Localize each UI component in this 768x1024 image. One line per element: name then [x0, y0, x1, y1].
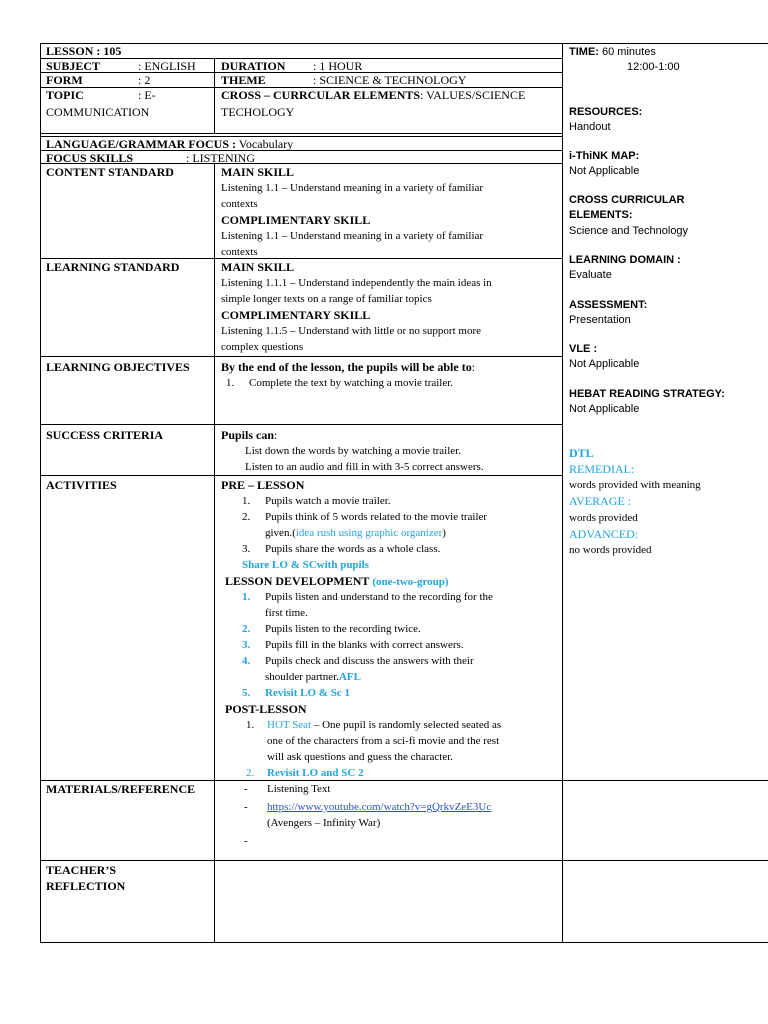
grammar-focus-row — [46, 137, 293, 151]
remedial-label: REMEDIAL: — [569, 462, 635, 476]
ithink-value: Not Applicable — [569, 165, 640, 177]
dev-item: Pupils listen to the recording twice. — [265, 623, 421, 635]
post-item-cont: will ask questions and guess the character. — [267, 751, 454, 763]
materials-dash: - — [244, 835, 248, 847]
learning-comp-line: Listening 1.1.5 – Understand with little or no support more — [221, 325, 481, 337]
pre-item-cont — [265, 526, 446, 540]
topic-value-cont: COMMUNICATION — [46, 105, 150, 119]
youtube-link[interactable]: https://www.youtube.com/watch?v=gQrkvZeE3Uc — [267, 801, 492, 813]
content-comp-line: Listening 1.1 – Understand meaning in a variety of familiar — [221, 230, 484, 242]
objectives-intro-row — [221, 360, 475, 374]
pre-item: Pupils share the words as a whole class. — [265, 543, 441, 555]
hebat-value: Not Applicable — [569, 403, 640, 415]
cross-curricular-side-value: Science and Technology — [569, 225, 689, 237]
dev-item: Pupils check and discuss the answers with their — [265, 655, 474, 667]
learning-comp-line-cont: complex questions — [221, 341, 304, 353]
learning-domain-label: LEARNING DOMAIN : — [569, 254, 681, 266]
graphic-organizer-note: idea rush using graphic organizer — [295, 527, 443, 539]
lesson-development-title: LESSON DEVELOPMENT — [225, 574, 370, 588]
hot-seat: HOT Seat — [267, 719, 312, 731]
content-main-line-cont: contexts — [221, 198, 258, 210]
materials-label: MATERIALS/REFERENCE — [46, 782, 196, 796]
content-comp-line-cont: contexts — [221, 246, 258, 258]
objective-item: Complete the text by watching a movie trailer. — [249, 377, 454, 389]
dev-item-num: 4. — [242, 655, 251, 667]
link-note: (Avengers – Infinity War) — [267, 817, 381, 829]
revisit-lo-sc-1: Revisit LO & Sc 1 — [265, 687, 350, 699]
dev-item-num: 2. — [242, 623, 251, 635]
pre-item-num: 3. — [242, 543, 251, 555]
duration-value: : 1 HOUR — [313, 59, 363, 73]
form-value: : 2 — [138, 73, 151, 87]
pre-item: Pupils watch a movie trailer. — [265, 495, 391, 507]
focus-skills-value: : LISTENING — [186, 151, 255, 165]
share-lo-sc: Share LO & SCwith pupils — [242, 559, 369, 571]
vle-value: Not Applicable — [569, 358, 640, 370]
content-main-line: Listening 1.1 – Understand meaning in a variety of familiar — [221, 182, 484, 194]
grammar-focus-label: LANGUAGE/GRAMMAR FOCUS : — [46, 137, 236, 151]
pre-item-num: 2. — [242, 511, 251, 523]
post-item — [267, 718, 501, 732]
hebat-label: HEBAT READING STRATEGY: — [569, 388, 725, 400]
average-label: AVERAGE : — [569, 494, 632, 508]
duration-label: DURATION — [221, 59, 286, 73]
dev-item: Pupils listen and understand to the recording for the — [265, 591, 493, 603]
objectives-colon: : — [471, 360, 476, 374]
success-intro: Pupils can — [221, 428, 275, 442]
dev-item-cont — [265, 670, 361, 684]
assessment-label: ASSESSMENT: — [569, 299, 648, 311]
afl-note: AFL — [338, 671, 361, 683]
reflection-label: TEACHER’S — [46, 863, 117, 877]
reflection-label-cont: REFLECTION — [46, 879, 126, 893]
success-colon: : — [274, 428, 278, 442]
learning-main-line-cont: simple longer texts on a range of familiar topics — [221, 293, 432, 305]
cross-curricular-side-label-cont: ELEMENTS: — [569, 209, 633, 221]
cross-curricular-label: CROSS – CURRCULAR ELEMENTS — [221, 88, 421, 102]
time-value: 60 minutes — [602, 46, 656, 58]
topic-value: : E- — [138, 88, 156, 102]
subject-value: : ENGLISH — [138, 59, 196, 73]
vle-label: VLE : — [569, 343, 598, 355]
topic-label: TOPIC — [46, 88, 84, 102]
materials-dash: - — [244, 783, 248, 795]
remedial-value: words provided with meaning — [569, 479, 701, 491]
lesson-development-row — [225, 574, 449, 589]
focus-skills-label: FOCUS SKILLS — [46, 151, 134, 165]
lesson-development-note: (one-two-group) — [372, 576, 449, 588]
pre-given-end: ) — [442, 527, 446, 539]
advanced-value: no words provided — [569, 544, 652, 556]
content-comp-skill: COMPLIMENTARY SKILL — [221, 213, 371, 227]
form-label: FORM — [46, 73, 83, 87]
grammar-focus-value: Vocabulary — [238, 137, 294, 151]
learning-main-skill: MAIN SKILL — [221, 260, 295, 274]
activities-label: ACTIVITIES — [46, 478, 117, 492]
dev-item-num: 1. — [242, 591, 251, 603]
success-criteria-label: SUCCESS CRITERIA — [46, 428, 164, 442]
success-line-2: Listen to an audio and fill in with 3-5 correct answers. — [245, 461, 484, 473]
dtl-label: DTL — [569, 446, 594, 460]
subject-label: SUBJECT — [46, 59, 101, 73]
objectives-intro: By the end of the lesson, the pupils will be able to — [221, 360, 472, 374]
pre-lesson-title: PRE – LESSON — [221, 478, 305, 492]
success-line-1: List down the words by watching a movie trailer. — [245, 445, 461, 457]
cross-curricular-row — [221, 88, 525, 102]
success-intro-row — [221, 428, 277, 442]
post-item-num: 1. — [246, 719, 255, 731]
cross-curricular-value-cont: TECHOLOGY — [221, 105, 295, 119]
time-row — [569, 45, 656, 59]
post-item-text: – One pupil is randomly selected seated as — [313, 719, 502, 731]
pre-given: given.( — [265, 527, 296, 539]
dev-4-cont: shoulder partner. — [265, 671, 339, 683]
lesson-number: LESSON : 105 — [46, 44, 122, 58]
time-range: 12:00-1:00 — [627, 61, 680, 73]
ithink-label: i-ThiNK MAP: — [569, 150, 640, 162]
time-label: TIME: — [569, 46, 599, 58]
materials-dash: - — [244, 801, 248, 813]
pre-item: Pupils think of 5 words related to the movie trailer — [265, 511, 488, 523]
content-main-skill: MAIN SKILL — [221, 165, 295, 179]
learning-comp-skill: COMPLIMENTARY SKILL — [221, 308, 371, 322]
post-item-num: 2. — [246, 767, 255, 779]
learning-main-line: Listening 1.1.1 – Understand independently the main ideas in — [221, 277, 492, 289]
theme-label: THEME — [221, 73, 266, 87]
dev-item-num: 3. — [242, 639, 251, 651]
theme-value: : SCIENCE & TECHNOLOGY — [313, 73, 467, 87]
resources-value: Handout — [569, 121, 611, 133]
advanced-label: ADVANCED: — [569, 527, 639, 541]
dev-item-cont: first time. — [265, 607, 308, 619]
post-item-cont: one of the characters from a sci-fi movie and the rest — [267, 735, 500, 747]
dev-item-num: 5. — [242, 687, 251, 699]
revisit-lo-sc-2: Revisit LO and SC 2 — [267, 767, 364, 779]
dev-item: Pupils fill in the blanks with correct answers. — [265, 639, 464, 651]
objectives-label: LEARNING OBJECTIVES — [46, 360, 190, 374]
cross-curricular-side-label: CROSS CURRICULAR — [569, 194, 685, 206]
content-standard-label: CONTENT STANDARD — [46, 165, 174, 179]
learning-domain-value: Evaluate — [569, 269, 612, 281]
post-lesson-title: POST-LESSON — [225, 702, 307, 716]
resources-label: RESOURCES: — [569, 106, 643, 118]
materials-item: Listening Text — [267, 783, 331, 795]
pre-item-num: 1. — [242, 495, 251, 507]
objective-item-num: 1. — [226, 377, 235, 389]
learning-standard-label: LEARNING STANDARD — [46, 260, 180, 274]
cross-curricular-value: : VALUES/SCIENCE — [420, 88, 526, 102]
assessment-value: Presentation — [569, 314, 631, 326]
average-value: words provided — [569, 512, 638, 524]
